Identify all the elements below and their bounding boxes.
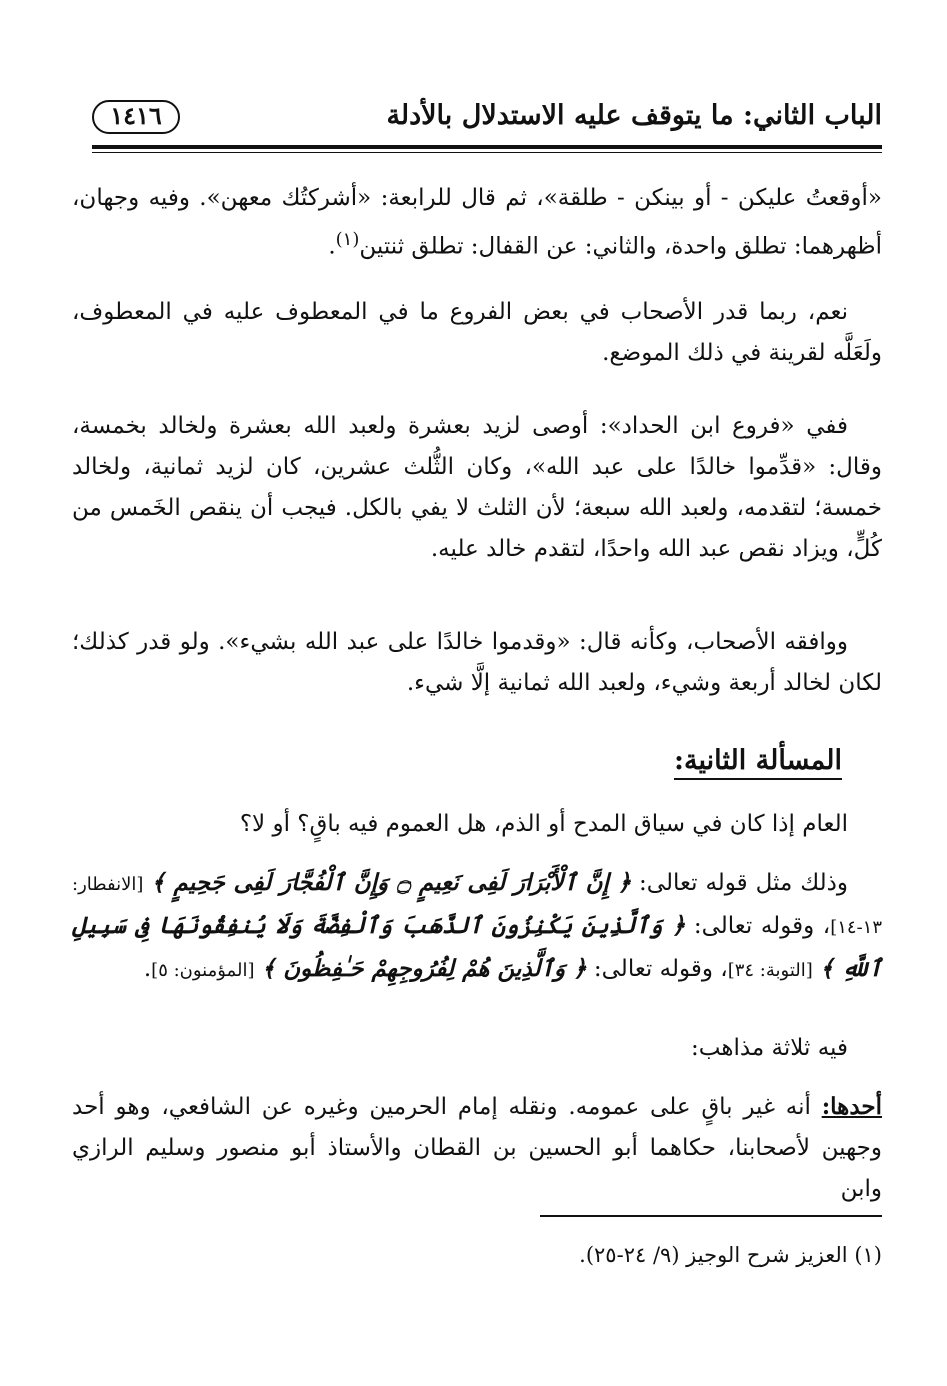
footnote-ref: (١) <box>335 229 360 250</box>
paragraph-4: ووافقه الأصحاب، وكأنه قال: «وقدموا خالدًا على عبد الله بشيء». ولو قدر كذلك؛ لكان لخالد أربعة وشيء، ولعبد الله ثمانية إلَّا شيء. <box>72 629 882 696</box>
section-heading: المسألة الثانية: <box>674 745 842 780</box>
question-text: العام إذا كان في سياق المدح أو الذم، هل العموم فيه باقٍ؟ أو لا؟ <box>239 811 848 837</box>
header-rule-thick <box>92 145 882 149</box>
verse-3-ref: [المؤمنون: ٥] <box>151 960 255 981</box>
paragraph-1-end: . <box>328 233 336 260</box>
page-number: ١٤١٦ <box>92 100 180 134</box>
page-header <box>92 94 882 146</box>
verses-intro: وذلك مثل قوله تعالى: <box>639 870 849 896</box>
verse-3: ﴿ وَٱلَّذِينَ هُمْ لِفُرُوجِهِمْ حَـٰفِظُونَ ﴾ <box>261 955 587 982</box>
paragraph-3: ففي «فروع ابن الحداد»: أوصى لزيد بعشرة ولعبد الله بعشرة ولخالد بخمسة، وقال: «قدِّموا خالدًا على عبد الله»، وكان الثُّلث عشرين، كان لزيد ثمانية، ولخالد خمسة؛ لتقدمه، ولعبد الله سبعة؛ لأن الثلث لا يفي بالكل. فيجب أن ينقص الخَمس من كُلٍّ، ويزاد نقص عبد الله واحدًا، لتقدم خالد عليه. <box>72 413 882 562</box>
first-school-paragraph <box>72 1086 882 1210</box>
schools-intro: فيه ثلاثة مذاهب: <box>691 1035 848 1061</box>
paragraph-2: نعم، ربما قدر الأصحاب في بعض الفروع ما في المعطوف عليه في المعطوف، ولَعَلَّه لقرينة في ذلك الموضع. <box>72 299 882 366</box>
verses-end: . <box>143 956 152 982</box>
paragraph-1-text: «أوقعتُ عليكن - أو بينكن - طلقة»، ثم قال للرابعة: «أشركتُك معهن». وفيه وجهان، أظهرهما: تطلق واحدة، والثاني: عن القفال: تطلق ثنتين <box>72 185 882 260</box>
verses-mid-2: ، وقوله تعالى: <box>593 956 728 982</box>
footnote-rule <box>540 1215 882 1217</box>
paragraph-1 <box>72 178 882 268</box>
verses-mid-1: ، وقوله تعالى: <box>693 913 831 939</box>
verses-paragraph <box>72 862 882 991</box>
first-school-label: أحدها: <box>821 1093 882 1120</box>
footnote: (١) العزيز شرح الوجيز (٩/ ٢٤-٢٥). <box>579 1243 882 1267</box>
verse-1: ﴿ إِنَّ ٱلْأَبْرَارَ لَفِى نَعِيمٍ ۝ وَإِنَّ ٱلْفُجَّارَ لَفِى جَحِيمٍ ﴾ <box>151 869 632 896</box>
verse-2-ref: [التوبة: ٣٤] <box>727 960 813 981</box>
header-rule-thin <box>92 152 882 153</box>
chapter-title: الباب الثاني: ما يتوقف عليه الاستدلال بالأدلة <box>386 100 882 131</box>
verse-2: ﴿ وَٱلَّذِينَ يَكْنِزُونَ ٱلذَّهَبَ وَٱلْفِضَّةَ وَلَا يُنفِقُونَهَا فِى سَبِيلِ ٱللَّهِ ﴾ <box>72 912 882 982</box>
verse-1-ref: [الانفطار: ١٣-١٤] <box>72 874 882 938</box>
first-school-text: أنه غير باقٍ على عمومه. ونقله إمام الحرمين وغيره عن الشافعي، وهو أحد وجهين لأصحابنا، حكاهما أبو الحسين بن القطان والأستاذ أبو منصور وسليم الرازي وابن <box>72 1094 882 1202</box>
